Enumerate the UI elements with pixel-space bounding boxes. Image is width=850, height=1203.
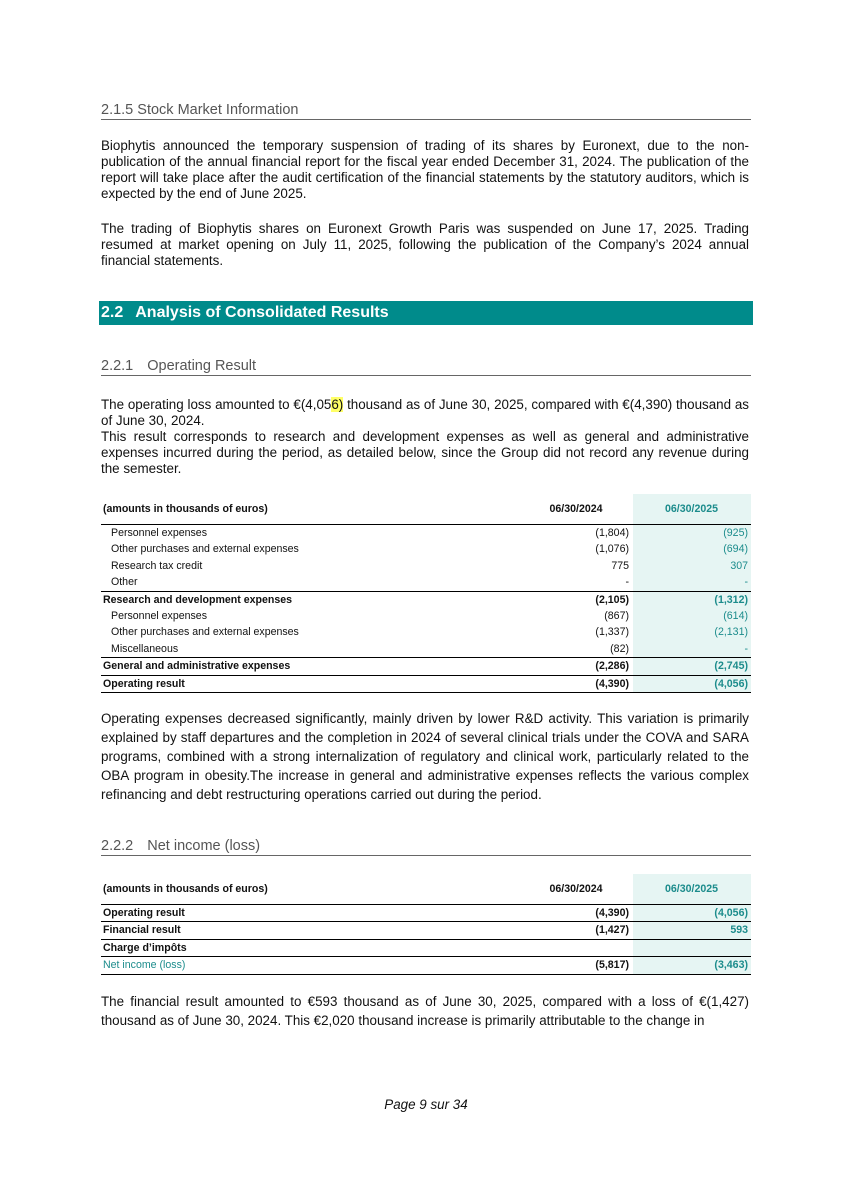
- table-row-operating-result: Operating result (4,390) (4,056): [101, 675, 751, 692]
- table-row: Operating result (4,390) (4,056): [101, 905, 751, 922]
- table-row: Other purchases and external expenses (1,337) (2,131): [101, 624, 751, 640]
- stock-market-paragraph-2: The trading of Biophytis shares on Euronext Growth Paris was suspended on June 17, 2025. Trading resumed at market opening on July 11, 2025, following the publication of the Company’s 2024 annual financial statements.: [101, 221, 749, 268]
- operating-result-paragraph-1: The operating loss amounted to €(4,056) thousand as of June 30, 2025, compared with €(4,390) thousand as of June 30, 2024.: [101, 397, 749, 428]
- table-row: Personnel expenses (867) (614): [101, 608, 751, 624]
- table-row: Charge d’impôts: [101, 939, 751, 956]
- section-heading-2-2-1: 2.2.1 Operating Result: [101, 358, 751, 376]
- table-header-row: (amounts in thousands of euros) 06/30/2024 06/30/2025: [101, 874, 751, 905]
- table-header-row: (amounts in thousands of euros) 06/30/2024 06/30/2025: [101, 494, 751, 525]
- operating-result-table: [101, 494, 751, 693]
- table-row: Other purchases and external expenses (1,076) (694): [101, 541, 751, 557]
- section-banner-2-2: 2.2 Analysis of Consolidated Results: [99, 301, 753, 325]
- table-row: Miscellaneous (82) -: [101, 641, 751, 658]
- section-heading-2-1-5: 2.1.5 Stock Market Information: [101, 102, 751, 120]
- table-row: Personnel expenses (1,804) (925): [101, 525, 751, 542]
- table-row: Other - -: [101, 574, 751, 591]
- stock-market-paragraph-1: Biophytis announced the temporary suspension of trading of its shares by Euronext, due to the non-publication of the annual financial report for the fiscal year ended December 31, 2024. The publication of the report will take place after the audit certification of the financial statements by the statutory auditors, which is expected by the end of June 2025.: [101, 138, 749, 201]
- table-row-rd-total: Research and development expenses (2,105) (1,312): [101, 591, 751, 608]
- highlight: 6): [331, 397, 344, 412]
- operating-result-paragraph-2: This result corresponds to research and development expenses as well as general and administrative expenses incurred during the period, as detailed below, since the Group did not record any revenue during the semester.: [101, 429, 749, 476]
- page-footer: Page 9 sur 34: [384, 1097, 468, 1112]
- table-row-net-income: Net income (loss) (5,817) (3,463): [101, 957, 751, 974]
- table-row-ga-total: General and administrative expenses (2,286) (2,745): [101, 658, 751, 675]
- operating-expenses-paragraph: Operating expenses decreased significantly, mainly driven by lower R&D activity. This variation is primarily explained by staff departures and the completion in 2024 of several clinical trials under the COVA and SARA programs, combined with a strong internalization of regulatory and clinical work, particularly related to the OBA program in obesity.The increase in general and administrative expenses reflects the various complex refinancing and debt restructuring operations carried out during the period.: [101, 711, 749, 802]
- net-income-table: [101, 874, 751, 975]
- table-row: Financial result (1,427) 593: [101, 922, 751, 939]
- table-row: Research tax credit 775 307: [101, 558, 751, 574]
- financial-result-paragraph: The financial result amounted to €593 thousand as of June 30, 2025, compared with a loss of €(1,427) thousand as of June 30, 2024. This €2,020 thousand increase is primarily attributable to the change in: [101, 994, 749, 1028]
- section-heading-2-2-2: 2.2.2 Net income (loss): [101, 838, 751, 856]
